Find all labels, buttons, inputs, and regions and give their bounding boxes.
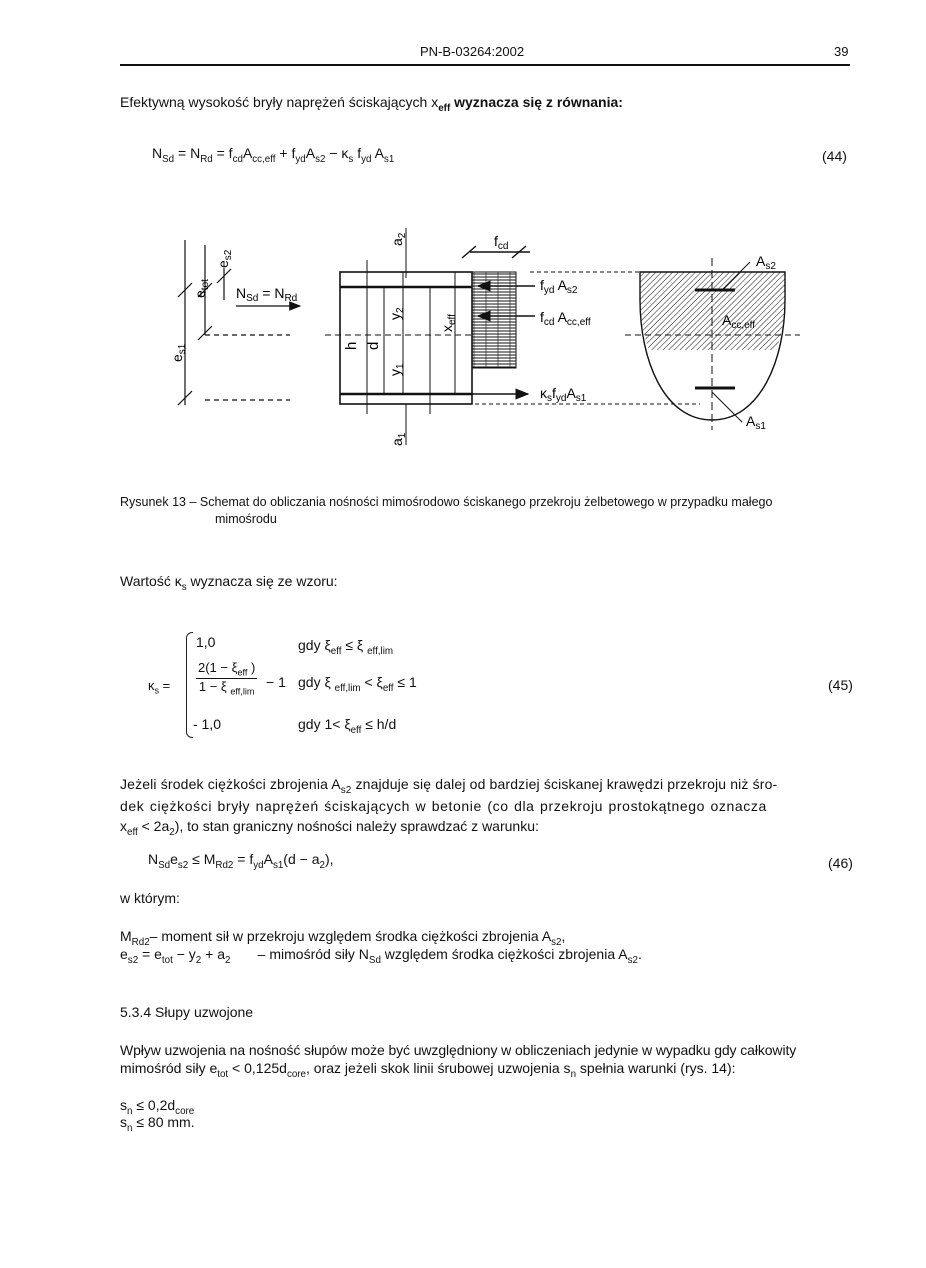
section-title: 5.3.4 Słupy uzwojone (120, 1004, 254, 1020)
label-e-s1: $e_{s1}$ (169, 343, 188, 362)
para1-line1: Jeżeli środek ciężkości zbrojenia $A_{s2}$ znajduje się dalej od bardziej ściskanej krawędzi przekroju niż śro- (120, 776, 778, 796)
figure-caption: Rysunek 13 – Schemat do obliczania nośności mimośrodowo ściskanego przekroju żelbetowego w przypadku małego (120, 495, 773, 509)
eccentricity-dims (178, 240, 300, 405)
equation-46-number: (46) (828, 855, 853, 871)
label-e-tot: $e_{tot}$ (192, 279, 211, 298)
eq45-case2-cond: gdy ξ $_{eff,lim} < \xi_{eff} \le 1$ (298, 674, 417, 694)
eq45-case2-frac: $2(1 - \xi_{eff}$ ) 1 − ξ $_{eff,lim}$ (198, 660, 256, 697)
w-ktorym: w którym: (120, 890, 180, 906)
cond-sn-2: $s_n \le 80$ mm. (120, 1114, 195, 1134)
cond-sn-1: $s_n \le 0,2d_{core}$ (120, 1097, 195, 1117)
def-mrd2: $M_{Rd2}-$ moment sił w przekroju względem środka ciężkości zbrojenia $A_{s2}$, (120, 928, 566, 948)
equation-44: $N_{Sd} = N_{Rd} = f_{cd}A_{cc,eff} + f_{yd}A_{s2} - \kappa_s$ $f_{yd}$ $A_{s1}$ (152, 145, 395, 165)
label-ks-fyd-as1: $\kappa_sf_{yd}A_{s1}$ (540, 385, 587, 404)
eq45-brace (186, 632, 193, 738)
para2-line1: Wpływ uzwojenia na nośność słupów może być uwzględniony w obliczeniach jedynie w wypadku gdy całkowity (120, 1042, 797, 1058)
eq45-case1-value: 1,0 (196, 634, 216, 650)
label-a2: $a_2$ (389, 232, 408, 246)
label-fcd: $f_{cd}$ (494, 233, 509, 252)
ks-intro: Wartość $\kappa_s$ wyznacza się ze wzoru: (120, 573, 338, 593)
label-d: d (365, 341, 382, 350)
section-side-view (325, 228, 472, 445)
label-as1: $A_{s1}$ (746, 413, 766, 432)
page-number: 39 (834, 44, 849, 59)
def-es2: $e_{s2} = e_{tot} - y_2 + a_2$ – mimośród siły $N_{Sd}$ względem środka ciężkości zbrojenia $A_{s2}$. (120, 946, 642, 966)
para1-line3: $x_{eff} < 2a_2$), to stan graniczny nośności należy sprawdzać z warunku: (120, 818, 539, 838)
equation-44-number: (44) (822, 148, 847, 164)
label-as2: $A_{s2}$ (756, 253, 776, 272)
para2-line2: mimośród siły $e_{tot} < 0,125d_{core}$, oraz jeżeli skok linii śrubowej uzwojenia $s_n$ spełnia warunki (rys. 14): (120, 1060, 736, 1080)
intro-text: Efektywną wysokość bryły naprężeń ściskających $x_{eff}$ wyznacza się z równania: (120, 94, 623, 114)
label-fcd-acc: $f_{cd}$ $A_{cc,eff}$ (540, 309, 591, 328)
label-h: h (343, 341, 360, 350)
eq45-case1-cond: gdy $\xi_{eff} \le \xi$ $_{eff,lim}$ (298, 637, 394, 657)
eq45-case3-value: - 1,0 (193, 716, 222, 732)
figure-caption-2: mimośrodu (215, 512, 277, 526)
eq45-case3-cond: gdy $1< \xi_{eff} \le h/d$ (298, 716, 397, 736)
eq45-case2-minus1: − 1 (266, 674, 286, 690)
label-fyd-as2: $f_{yd}$ $A_{s2}$ (540, 277, 578, 296)
para1-line2: dek ciężkości bryły naprężeń ściskających w betonie (co dla przekroju prostokątnego oznacza (120, 798, 767, 814)
label-e-s2: $e_{s2}$ (215, 249, 234, 268)
figure-13 (0, 0, 926, 480)
label-a1: $a_1$ (389, 432, 408, 446)
equation-45-number: (45) (828, 677, 853, 693)
label-y1: $y_1$ (387, 363, 406, 376)
label-acc: $A_{cc,eff}$ (722, 312, 756, 331)
label-y2: $y_2$ (387, 307, 406, 320)
equation-46: $N_{Sd}e_{s2} \le M_{Rd2} = f_{yd}A_{s1}(d - a_2)$, (148, 851, 334, 871)
label-x-eff: $x_{eff}$ (439, 314, 458, 332)
label-nsd-nrd: $N_{Sd} = N_{Rd}$ (236, 285, 298, 304)
eq45-lhs: $\kappa_s$ = (148, 678, 171, 696)
header-standard: PN-B-03264:2002 (420, 44, 525, 59)
